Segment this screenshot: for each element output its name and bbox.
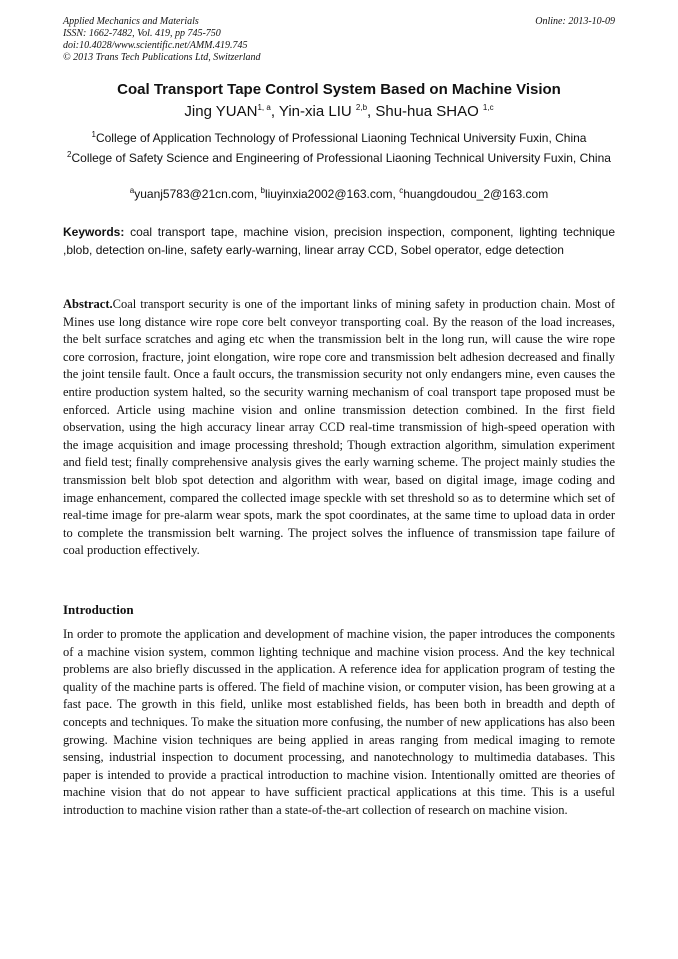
publication-header [63,16,615,64]
affiliation-number: 2 [67,150,72,159]
email-link[interactable]: huangdoudou_2@163.com [403,187,549,201]
copyright-line: © 2013 Trans Tech Publications Ltd, Switzerland [63,52,261,63]
doi-line: doi:10.4028/www.scientific.net/AMM.419.745 [63,40,248,51]
abstract-text: Coal transport security is one of the important links of mining safety in production chain. Most of Mines use long distance wire rope core belt conveyor transporting coal. By the reason of the load increases, the belt surface scratches and aging etc when the transmission belt in the long run, will cause the wire rope core corrosion, fracture, joint elongation, wire rope core and transmission belt adhesion decreased and finally the joint tensile fault. Once a fault occurs, the transmission security not only endangers mine, even causes the entire production system halted, so the security warning mechanism of coal transport tape proposed must be enforced. Article using machine vision and online transmission detection combined. In the first field observation, using the high accuracy linear array CCD real-time transmission of high-speed operation with the image acquisition and image processing threshold; Though extraction algorithm, simulation experiment and field test; finally comprehensive analysis gives the early warning scheme. The project mainly studies the transmission belt blob spot detection and algorithm with wear, based on digital image, image coding and image enhancement, compared the collected image speckle with set threshold so as to determine which set of real-time image for pre-alarm wear spots, mark the spot coordinates, at the same time to upload data in order to complete the transmission belt warning. The project solves the influence of transmission tape failure of coal production effectively. [63,297,615,558]
author-name: Shu-hua SHAO [375,103,479,120]
abstract-block [63,296,615,560]
paper-title: Coal Transport Tape Control System Based on Machine Vision [117,81,561,98]
affiliation-1 [63,130,615,147]
email-link[interactable]: yuanj5783@21cn.com, [134,187,258,201]
author-name: Jing YUAN [184,103,258,120]
author-name: Yin-xia LIU [278,103,352,120]
email-superscript: c [399,186,404,195]
affiliation-text: College of Safety Science and Engineering of Professional Liaoning Technical University Fuxin, China [71,151,611,165]
email-superscript: b [260,186,265,195]
author-superscript: 1, a [257,103,271,112]
keywords-text: coal transport tape, machine vision, precision inspection, component, lighting technique ,blob, detection on-line, safety early-warning, linear array CCD, Sobel operator, edge detection [63,225,615,257]
issn-line: ISSN: 1662-7482, Vol. 419, pp 745-750 [63,28,221,39]
introduction-paragraph: In order to promote the application and development of machine vision, the paper introduces the components of a machine vision system, common lighting technique and machine vision process. And the key technical problems are also briefly discussed in the application. A reference idea for application program of testing the quality of the machine parts is offered. The field of machine vision, or computer vision, has been growing at a fast pace. The growth in this field, unlike most established fields, has been both in breadth and depth of concepts and techniques. To make the situation more confusing, the number of new applications has also been growing. Machine vision techniques are being applied in areas ranging from medical imaging to remote sensing, industrial inspection to document processing, and nanotechnology to multimedia databases. This paper is intended to provide a practical introduction to machine vision. Intentionally omitted are theories of machine vision that do not appear to have sufficient practical applications at this time. This is a useful introduction to machine vision rather than a state-of-the-art collection of research on machine vision. [63,627,615,817]
affiliation-text: College of Application Technology of Professional Liaoning Technical University Fuxin, China [95,131,587,145]
affiliation-number: 1 [91,130,96,139]
email-superscript: a [129,186,135,195]
author-list: Jing YUAN$^{1, a}$, Yin-xia LIU $^{2,b}$, Shu-hua SHAO $^{1,c}$ [184,103,494,120]
author-superscript: 2,b [355,103,368,112]
affiliation-2 [63,150,615,167]
keywords-block [63,224,615,259]
keywords-label: Keywords: [63,225,125,239]
author-superscript: 1,c [482,103,494,112]
abstract-label: Abstract. [63,297,113,311]
section-heading: Introduction [63,602,134,617]
journal-name: Applied Mechanics and Materials [63,16,199,27]
email-list [63,186,615,203]
email-link[interactable]: liuyinxia2002@163.com, [264,187,396,201]
online-date: Online: 2013-10-09 [535,16,615,27]
